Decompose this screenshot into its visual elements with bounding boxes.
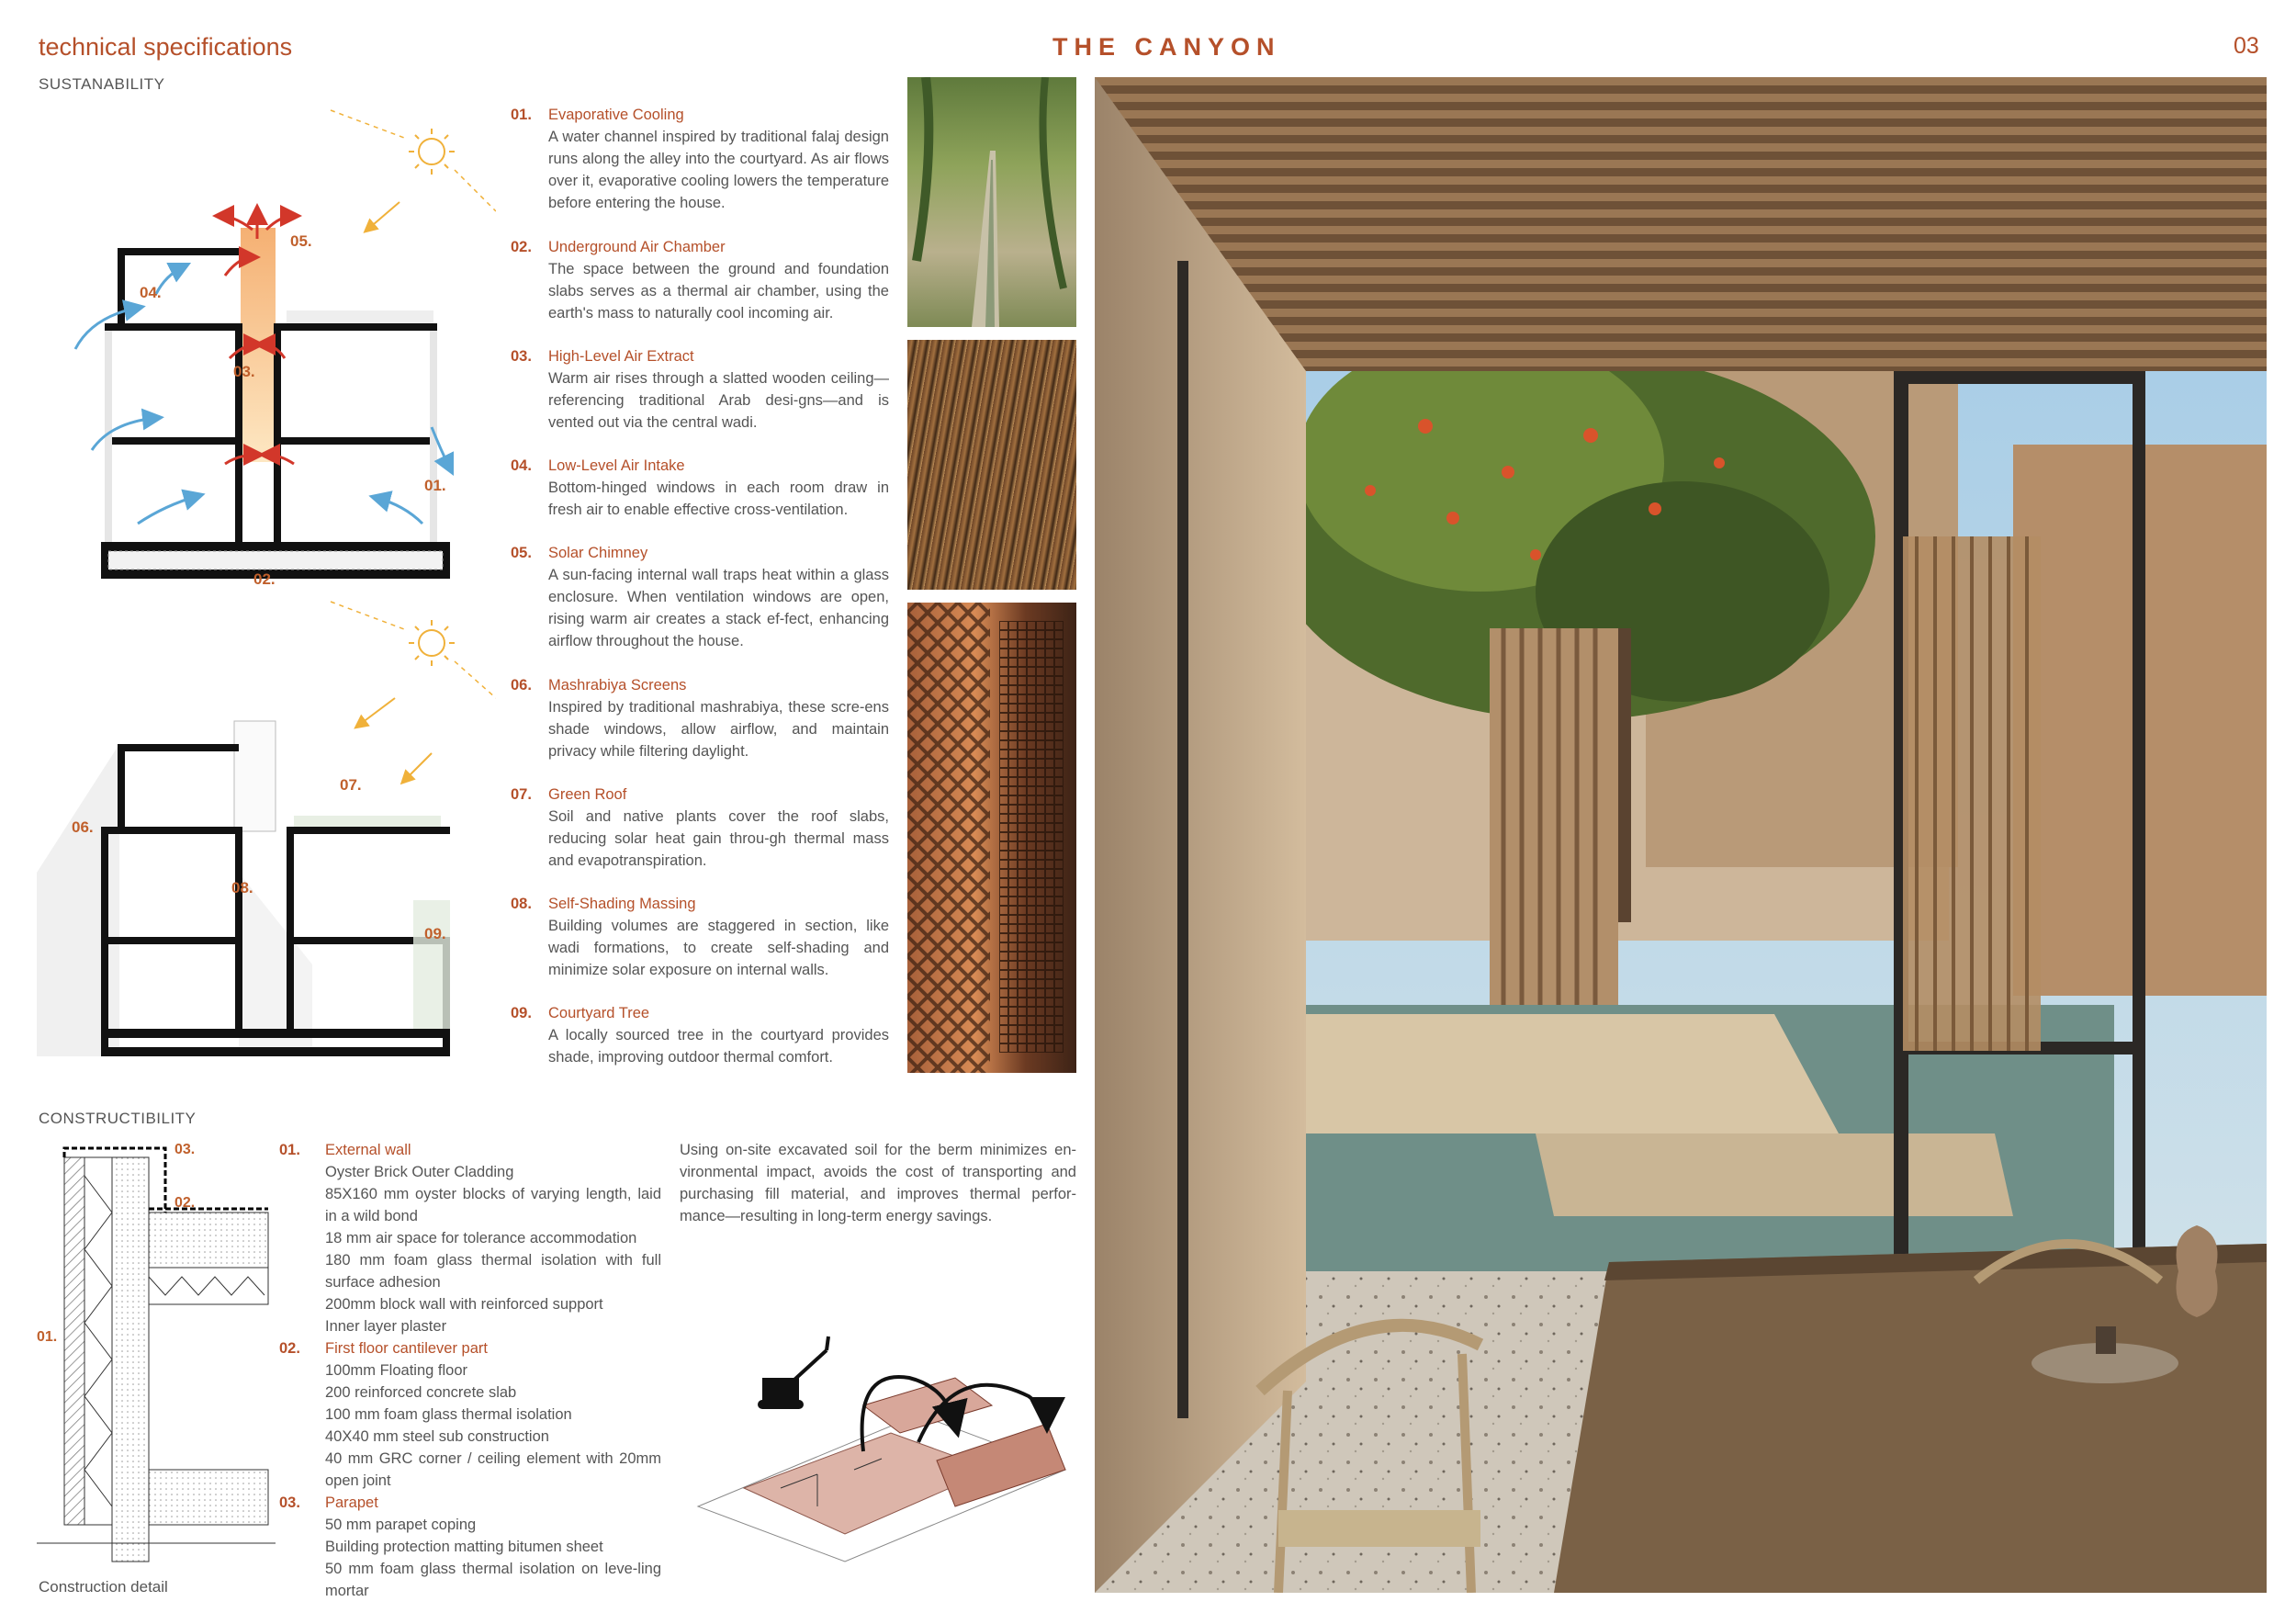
sustainability-heading: SUSTANABILITY — [39, 75, 165, 93]
constructibility-heading: CONSTRUCTIBILITY — [39, 1110, 197, 1127]
diagram1-label-01: 01. — [424, 477, 446, 494]
falaj-channel-photo — [907, 77, 1076, 327]
ventilation-section-diagram — [37, 101, 496, 597]
diagram1-label-02: 02. — [253, 570, 276, 588]
construction-detail-drawing — [37, 1139, 276, 1571]
constructibility-item-3: 03. Parapet 50 mm parapet coping Building protection matting bitumen sheet 50 mm foam glass thermal isolation on leve-ling mortar — [279, 1494, 661, 1599]
diagram1-label-04: 04. — [140, 284, 162, 301]
diagram2-label-08: 08. — [231, 879, 253, 897]
diagram1-label-03: 03. — [233, 363, 255, 380]
spec-item-6: 06. Mashrabiya Screens Inspired by traditional mashrabiya, these scre-ens shade windows, allow airflow, and maintain privacy while filtering daylight. — [511, 677, 889, 760]
project-title: THE CANYON — [1052, 33, 1281, 61]
mashrabiya-screen-photo — [907, 603, 1076, 1073]
berm-soil-note: Using on-site excavated soil for the berm minimizes en-vironmental impact, avoids the cost of transporting and purchasing fill material, and improves thermal perfor-mance—resulting in long-term energy savings. — [680, 1142, 1076, 1224]
spec-item-9: 09. Courtyard Tree A locally sourced tree in the courtyard provides shade, improving outdoor thermal comfort. — [511, 1005, 889, 1066]
constructibility-item-2: 02. First floor cantilever part 100mm Floating floor 200 reinforced concrete slab 100 mm foam glass thermal isolation 40X40 mm steel sub construction 40 mm GRC corner / ceiling element with 20mm open joint — [279, 1340, 661, 1489]
spec-item-3: 03. High-Level Air Extract Warm air rises through a slatted wooden ceiling—referencing traditional Arab desi-gns—and is vented out via the central wadi. — [511, 348, 889, 431]
construction-detail-caption: Construction detail — [39, 1578, 168, 1596]
shading-section-diagram — [37, 597, 496, 1075]
section-title: technical specifications — [39, 33, 293, 61]
detail-label-01: 01. — [37, 1329, 58, 1345]
spec-item-8: 08. Self-Shading Massing Building volumes are staggered in section, like wadi formations, to create self-shading and minimize solar exposure on internal walls. — [511, 896, 889, 978]
spec-item-4: 04. Low-Level Air Intake Bottom-hinged windows in each room draw in fresh air to enable effective cross-ventilation. — [511, 457, 889, 518]
diagram2-label-09: 09. — [424, 925, 446, 942]
slatted-ceiling-photo — [907, 340, 1076, 590]
spec-item-1: 01. Evaporative Cooling A water channel inspired by traditional falaj design runs along the alley into the courtyard. As air flows over it, evaporative cooling lowers the temperature before entering the house. — [511, 107, 889, 211]
spec-item-5: 05. Solar Chimney A sun-facing internal wall traps heat within a glass enclosure. When ventilation windows are open, rising warm air creates a stack ef-fect, enhancing airflow throughout the house. — [511, 545, 889, 649]
spec-item-7: 07. Green Roof Soil and native plants cover the roof slabs, reducing solar heat gain throu-gh thermal mass and evapotranspiration. — [511, 786, 889, 869]
constructibility-item-1: 01. External wall Oyster Brick Outer Cladding 85X160 mm oyster blocks of varying length, laid in a wild bond 18 mm air space for tolerance accommodation 180 mm foam glass thermal isolation with full surface adhesion 200mm block wall with reinforced support Inner layer plaster — [279, 1142, 661, 1335]
excavation-axonometric-diagram — [680, 1323, 1084, 1580]
spec-item-2: 02. Underground Air Chamber The space between the ground and foundation slabs serves as a thermal air chamber, using the earth's mass to naturally cool incoming air. — [511, 239, 889, 321]
courtyard-interior-render — [1095, 77, 2267, 1593]
excavator-icon — [758, 1336, 828, 1409]
sun-icon — [409, 129, 455, 175]
detail-label-03: 03. — [174, 1142, 196, 1157]
detail-label-02: 02. — [174, 1195, 196, 1211]
page-number: 03 — [2234, 33, 2259, 59]
diagram1-label-05: 05. — [290, 232, 312, 250]
diagram2-label-06: 06. — [72, 818, 94, 836]
diagram2-label-07: 07. — [340, 776, 362, 794]
